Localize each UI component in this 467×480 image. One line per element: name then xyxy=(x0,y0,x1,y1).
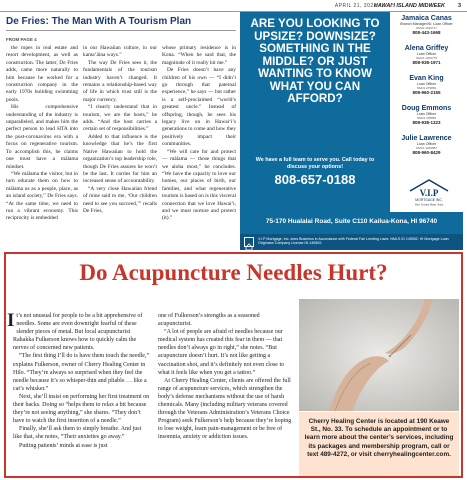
issue-date: APRIL 21, 2021 xyxy=(334,3,377,9)
paragraph-text: t’s not unusual for people to be a bit apprehensive of needles. Some are even downright fearful of these slender pieces of metal. But local acupuncturist Rahakka Fulkerson knows how to quickly calm the nerves of concerned new patients. xyxy=(13,313,143,352)
paragraph: “We will care for and protect — mālama — those things that we aloha most,” he concludes. “We have the capacity to love our homes, our places of birth, our families, and what regenerative tourism is based on is this visceral connection that we love Hawai‘i, and we must nurture and protect (it).” xyxy=(162,148,236,222)
equal-housing-icon xyxy=(244,237,254,247)
ad-headline: ARE YOU LOOKING TO UPSIZE? DOWNSIZE? SOMETHING IN THE MIDDLE? OR JUST WANTING TO KNOW WHAT YOU CAN AFFORD? xyxy=(250,17,380,105)
officer-phone: 808-960-8429 xyxy=(412,150,441,155)
loan-officer xyxy=(390,15,463,35)
officer-nmls: NMLS 279869 xyxy=(416,86,437,90)
officer-role: Branch Manager/Sr. Loan Officer xyxy=(400,22,453,26)
paragraph: At Cherry Healing Center, clients are offered the full range of acupuncture services, which strengthen the body’s defense mechanisms without the use of harsh chemicals. Many (including military veterans covered through the Veterans Administration’s Veterans Choice Program) seek Fulkerson’s help because they’re hoping to lose weight, learn pain-management or be free of insomnia, anxiety or addiction issues. xyxy=(158,377,292,441)
officer-role: Loan Officer xyxy=(416,142,437,146)
paragraph: Next, she’ll insist on performing her first treatment on their backs. Doing so “helps them to relax a bit because they’re not seeing anything,” she shares. “They don’t have to watch the first insertion of a needle.” xyxy=(13,393,150,425)
mortgage-ad xyxy=(240,12,463,250)
officer-name: Evan King xyxy=(409,75,444,82)
ad-subline: We have a full team to serve you. Call today to discuss your options! xyxy=(255,157,375,170)
contact-info-box xyxy=(299,412,459,476)
ad-legal-bar xyxy=(240,234,463,250)
drop-cap: I xyxy=(7,310,15,331)
contact-info-text: Cherry Healing Center is located at 190 Keawe St., No. 33. To schedule an appointment or to learn more about the center’s services, including its packages and membership program, call or text 489-4272, or visit cherryhealingcenter.com. xyxy=(304,418,454,458)
officer-phone: 808-960-2155 xyxy=(412,90,441,95)
officer-role: Loan Officer xyxy=(416,52,437,56)
paragraph: Added to that influence is the knowledge that he’s the first Native Hawaiian to hold the organization’s top leadership role, though De Fries assures he won’t be the last. It carries for him an increased sense of accountability. xyxy=(83,133,157,185)
paragraph: “A very close Hawaiian friend of mine said to me, ‘Our children need to see you succeed,’” recalls De Fries, xyxy=(83,185,157,214)
officer-name: Julie Lawrence xyxy=(401,135,452,142)
paragraph: in our Hawaiian culture, in our kama‘āina ways.” xyxy=(83,45,157,59)
paragraph: “I clearly understand that in tourism, we are the hosts,” he adds. “And the host carries a certain set of responsibilities.” xyxy=(83,104,157,133)
officer-phone: 808-443-1668 xyxy=(412,30,441,35)
paragraph: His comprehensive understanding of the industry is unparalleled, and makes him the perfect person to lead HTA into the post-coronavirus era with a focus on regenerative tourism. To accomplish this, he claims one must have a mālama mindset. xyxy=(6,104,78,170)
publication-name: HAWAI‘I ISLAND MIDWEEK xyxy=(373,3,445,9)
page-number: 3 xyxy=(457,3,461,9)
paragraph: whose primary residence is in Kona. “When he said that, the magnitude of it really hit me.” xyxy=(162,45,236,66)
officer-nmls: NMLS 1306775 xyxy=(416,56,437,60)
article-column-1 xyxy=(6,45,78,223)
ad-headline-panel xyxy=(240,12,390,212)
loan-officer xyxy=(390,105,463,125)
officer-nmls: NMLS 1346717 xyxy=(416,26,437,30)
article-column-2 xyxy=(83,45,157,215)
title-divider xyxy=(6,30,236,31)
logo-tagline: Your Trusted Home Team xyxy=(414,203,444,207)
paragraph: De Fries doesn’t have any children of his own — “I didn’t go through that paternal experience,” he says — but rather is a self-proclaimed “world’s greatest uncle.” Instead of offspring, though, he sees his legacy live on in Hawai‘i’s generations to come and how they positively impact their communities. xyxy=(162,67,236,148)
officer-name: Doug Emmons xyxy=(401,105,452,112)
paragraph: Finally, she’ll ask them to simply breathe. And just like that, she notes, “Their anxieties go away.” xyxy=(13,426,142,441)
logo-subtext: MORTGAGE INC. xyxy=(415,198,443,202)
officer-name: Alena Griffey xyxy=(404,45,449,52)
article-title: De Fries: The Man With A Tourism Plan xyxy=(6,16,192,27)
officer-phone: 808-938-1323 xyxy=(412,120,441,125)
officer-phone: 808-938-1971 xyxy=(412,60,441,65)
paragraph: Putting patients’ minds at ease is just xyxy=(19,442,108,449)
paragraph: The way De Fries sees it, the fundamentals of the tourism industry haven’t changed. It remains a relationship-based way of life in which trust still is the major currency. xyxy=(83,59,157,103)
officer-name: Jamaica Canas xyxy=(401,15,452,22)
logo-wordmark: V.I.P xyxy=(419,188,439,198)
ad-legal-text: V.I.P Mortgage, Inc. does Business in Accordance with Federal Fair Lending Laws. NMLS ID 145502. HI Mortgage Loan Originator Company License HI-145502. xyxy=(258,237,449,246)
vip-mortgage-logo xyxy=(406,177,452,207)
ad-address: 75-170 Hualalai Road, Suite C110 Kailua-Kona, HI 96740 xyxy=(265,218,438,225)
officer-role: Loan Officer xyxy=(416,82,437,86)
ad-phone-number: 808-657-0188 xyxy=(274,172,356,187)
paragraph: “The first thing I’ll do is have them touch the needle,” explains Fulkerson, owner of Cherry Healing Center in Hilo. “They’re always so surprised when they feel the needle because it’s so whisper-thin and pliable … like a cat’s whisker.” xyxy=(13,353,150,392)
paragraph: the ropes in real estate and resort development, as well as construction. The latter, De Fries adds, came more naturally to him because he worked for a construction company in the early 1970s building swimming pools. xyxy=(6,45,78,103)
acupuncture-title: Do Acupuncture Needles Hurt? xyxy=(79,260,388,285)
acupuncture-feature xyxy=(4,252,463,478)
officer-role: Loan Officer xyxy=(416,112,437,116)
officer-nmls: NMLS 378883 xyxy=(416,116,437,120)
paragraph: “A lot of people are afraid of needles because our medical system has created this fear in them — that needles don’t always go in right,” she notes. “But acupuncture doesn’t hurt. It’s not like getting a vaccination shot, and it’s definitely not even close to what it feels like when you get a tattoo.” xyxy=(158,329,285,376)
loan-officer xyxy=(390,45,463,65)
acupuncture-column-2 xyxy=(158,312,293,442)
officer-nmls: NMLS 1369987 xyxy=(416,146,437,150)
loan-officer xyxy=(390,135,463,155)
page-header xyxy=(0,0,467,12)
paragraph: one of Fulkerson’s strengths as a seasoned acupuncturist. xyxy=(158,313,260,328)
loan-officer xyxy=(390,75,463,95)
acupuncture-needle-photo xyxy=(299,299,459,411)
paragraph xyxy=(7,310,151,352)
paragraph: “We mālama the visitor, but in turn educate them on how to mālama us as a people, place, as an island society,” De Fries says. “At the same time, we need to run a vibrant economy. This reciprocity is embedded xyxy=(6,170,78,222)
continued-from: FROM PAGE 4 xyxy=(6,37,37,42)
acupuncture-column-1 xyxy=(7,310,151,450)
ad-address-bar xyxy=(240,212,463,234)
article-column-3 xyxy=(162,45,236,223)
